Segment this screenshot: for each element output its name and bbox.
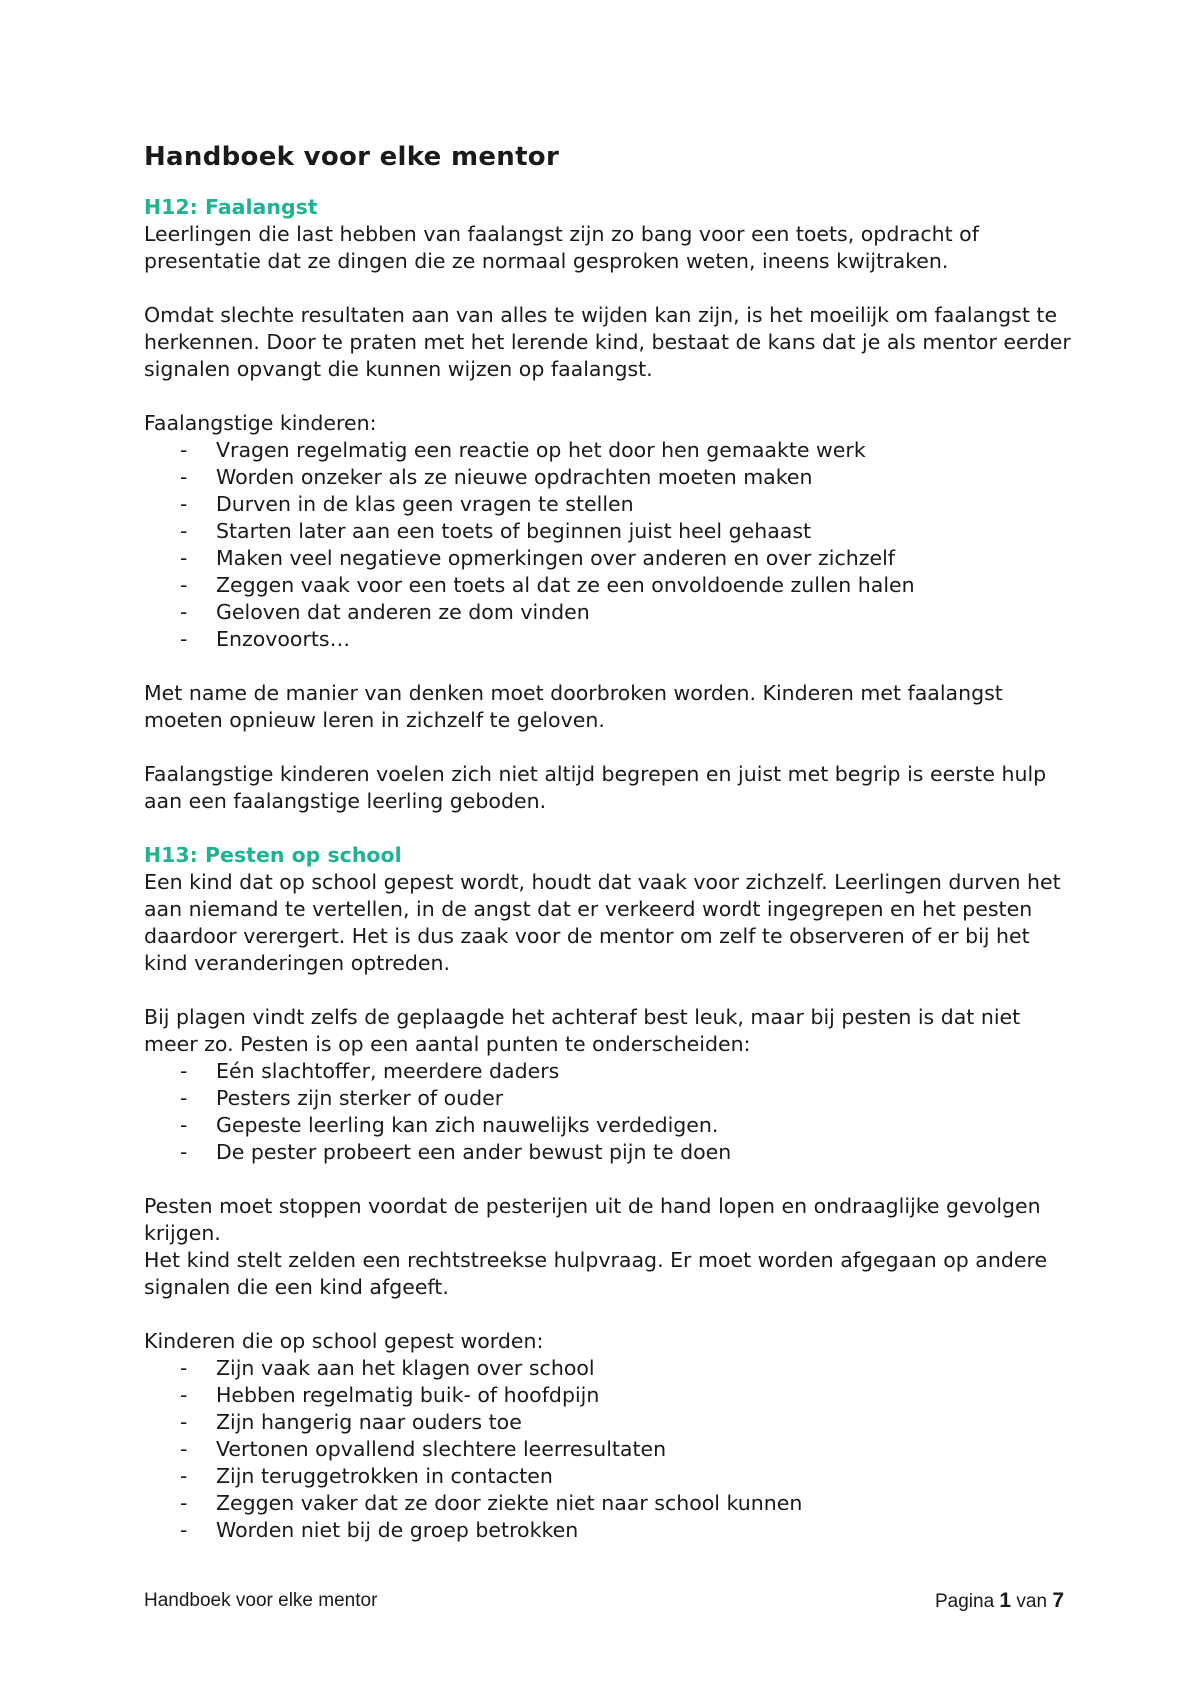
list-item: - De pester probeert een ander bewust pijn te doen bbox=[180, 1139, 1074, 1166]
list-item: - Zijn vaak aan het klagen over school bbox=[180, 1355, 1074, 1382]
list-item: - Zeggen vaak voor een toets al dat ze een onvoldoende zullen halen bbox=[180, 572, 1074, 599]
section-heading-pesten: H13: Pesten op school bbox=[144, 843, 402, 867]
paragraph: Bij plagen vindt zelfs de geplaagde het achteraf best leuk, maar bij pesten is dat niet meer zo. Pesten is op een aantal punten te onderscheiden: bbox=[144, 1005, 1021, 1056]
list-item: - Hebben regelmatig buik- of hoofdpijn bbox=[180, 1382, 1074, 1409]
bullet-list bbox=[144, 1058, 1074, 1166]
list-intro: Kinderen die op school gepest worden: bbox=[144, 1329, 544, 1353]
list-item: - Worden niet bij de groep betrokken bbox=[180, 1517, 1074, 1544]
list-intro: Faalangstige kinderen: bbox=[144, 411, 377, 435]
page-sep: van bbox=[1016, 1591, 1048, 1612]
list-item: - Durven in de klas geen vragen te stellen bbox=[180, 491, 1074, 518]
paragraph: Pesten moet stoppen voordat de pesterijen uit de hand lopen en ondraaglijke gevolgen krijgen. bbox=[144, 1194, 1041, 1245]
list-item: - Zijn hangerig naar ouders toe bbox=[180, 1409, 1074, 1436]
list-item: - Maken veel negatieve opmerkingen over anderen en over zichzelf bbox=[180, 545, 1074, 572]
page-current: 1 bbox=[999, 1589, 1012, 1612]
page-total: 7 bbox=[1052, 1589, 1064, 1612]
paragraph: Faalangstige kinderen voelen zich niet altijd begrepen en juist met begrip is eerste hulp aan een faalangstige leerling geboden. bbox=[144, 762, 1047, 813]
section-heading-faalangst: H12: Faalangst bbox=[144, 195, 318, 219]
list-item: - Gepeste leerling kan zich nauwelijks verdedigen. bbox=[180, 1112, 1074, 1139]
paragraph: Met name de manier van denken moet doorbroken worden. Kinderen met faalangst moeten opnieuw leren in zichzelf te geloven. bbox=[144, 681, 1003, 732]
paragraph: Het kind stelt zelden een rechtstreekse hulpvraag. Er moet worden afgegaan op andere signalen die een kind afgeeft. bbox=[144, 1248, 1048, 1299]
list-item: - Vragen regelmatig een reactie op het door hen gemaakte werk bbox=[180, 437, 1074, 464]
list-item: - Zeggen vaker dat ze door ziekte niet naar school kunnen bbox=[180, 1490, 1074, 1517]
list-item: - Starten later aan een toets of beginnen juist heel gehaast bbox=[180, 518, 1074, 545]
page-label: Pagina bbox=[934, 1591, 995, 1612]
paragraph: Omdat slechte resultaten aan van alles te wijden kan zijn, is het moeilijk om faalangst te herkennen. Door te praten met het lerende kind, bestaat de kans dat je als mentor eerder signalen opvangt die kunnen wijzen op faalangst. bbox=[144, 303, 1071, 381]
bullet-list bbox=[144, 1355, 1074, 1544]
paragraph: Leerlingen die last hebben van faalangst zijn zo bang voor een toets, opdracht of presentatie dat ze dingen die ze normaal gesproken weten, ineens kwijtraken. bbox=[144, 222, 979, 273]
list-item: - Worden onzeker als ze nieuwe opdrachten moeten maken bbox=[180, 464, 1074, 491]
list-item: - Geloven dat anderen ze dom vinden bbox=[180, 599, 1074, 626]
list-item: - Pesters zijn sterker of ouder bbox=[180, 1085, 1074, 1112]
paragraph: Een kind dat op school gepest wordt, houdt dat vaak voor zichzelf. Leerlingen durven het aan niemand te vertellen, in de angst dat er verkeerd wordt ingegrepen en het pesten daardoor verergert. Het is dus zaak voor de mentor om zelf te observeren of er bij het kind veranderingen optreden. bbox=[144, 870, 1061, 975]
bullet-list bbox=[144, 437, 1074, 653]
list-item: - Zijn teruggetrokken in contacten bbox=[180, 1463, 1074, 1490]
list-item: - Eén slachtoffer, meerdere daders bbox=[180, 1058, 1074, 1085]
list-item: - Vertonen opvallend slechtere leerresultaten bbox=[180, 1436, 1074, 1463]
footer-title: Handboek voor elke mentor bbox=[144, 1590, 378, 1611]
page-footer bbox=[144, 1587, 1064, 1615]
list-item: - Enzovoorts… bbox=[180, 626, 1074, 653]
page-body bbox=[144, 140, 1074, 1544]
page-number bbox=[935, 1587, 1064, 1616]
document-title: Handboek voor elke mentor bbox=[144, 142, 560, 172]
